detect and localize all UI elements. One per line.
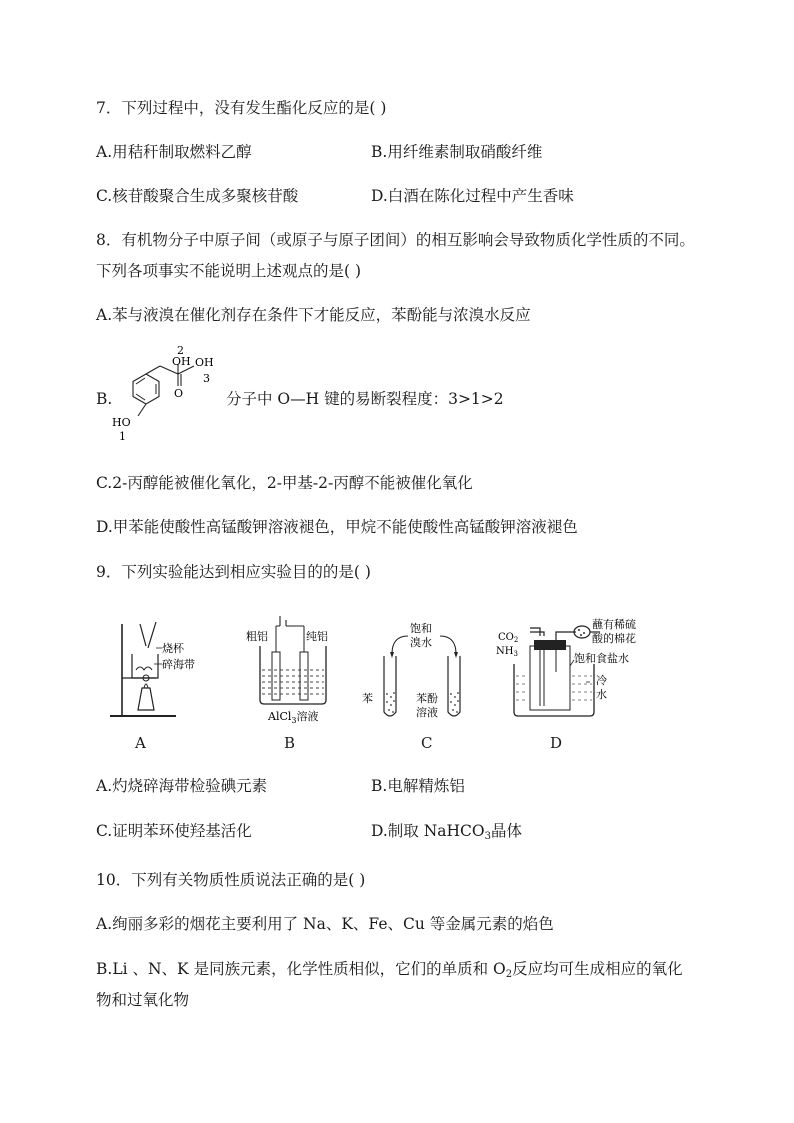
struct-ho: HO [112,416,131,429]
fig-d-co2-label: $CO_2$ [498,632,519,644]
q7-option-a: A.用秸秆制取燃料乙醇 [96,143,252,161]
q9-option-b: B.电解精炼铝 [371,777,465,795]
q8-option-b-text: 分子中 O—H 键的易断裂程度：3>1>2 [226,390,504,408]
q9-figure-d-label: D [550,734,563,752]
q7-stem: 7．下列过程中，没有发生酯化反应的是( ) [96,99,387,117]
q8-option-a: A.苯与液溴在催化剂存在条件下才能反应，苯酚能与浓溴水反应 [96,306,531,324]
struct-n1: 1 [119,430,126,443]
fig-b-solution-label: AlCl$_3$溶液 [268,710,319,724]
struct-n3: 3 [203,372,210,385]
fig-d-cotton-label-2: 酸的棉花 [592,632,636,645]
fig-a-beaker-label: 烧杯 [162,642,184,655]
q10-stem: 10．下列有关物质性质说法正确的是( ) [96,871,366,889]
q9-option-a: A.灼烧碎海带检验碘元素 [96,777,268,795]
fig-d-brine-label: 饱和食盐水 [574,652,629,665]
q9-option-c: C.证明苯环使羟基活化 [96,822,252,840]
q10-option-b-continued: 物和过氧化物 [96,991,190,1009]
q8-stem-line1: 8．有机物分子中原子间（或原子与原子团间）的相互影响会导致物质化学性质的不同。 [96,231,695,249]
q10-option-a: A.绚丽多彩的烟花主要利用了 Na、K、Fe、Cu 等金属元素的焰色 [96,915,554,933]
fig-a-seaweed-label: 碎海带 [162,658,195,671]
q9-figure-a-label: A [135,734,146,752]
q8-option-b-prefix: B. [96,390,113,408]
q8-option-c: C.2-丙醇能被催化氧化，2-甲基-2-丙醇不能被催化氧化 [96,474,473,492]
q9-figure-c-label: C [421,734,433,752]
q9-figure-b [238,612,348,724]
q9-figure-b-label: B [284,734,296,752]
q10-option-b: B.Li 、N、K 是同族元素，化学性质相似，它们的单质和 $O_2$反应均可生成相应的氧化 [96,960,683,980]
fig-c-sat-label-2: 溴水 [410,636,432,649]
fig-c-phenol-label-2: 溶液 [416,706,438,719]
fig-b-pure-label: 纯铝 [306,630,328,643]
fig-c-sat-label-1: 饱和 [410,622,432,635]
fig-d-cold-label-1: 冷 [596,674,607,687]
q7-option-d: D.白酒在陈化过程中产生香味 [371,187,574,205]
struct-o: O [174,387,184,400]
fig-d-nh3-label: $NH_3$ [496,646,518,658]
fig-c-phenol-label-1: 苯酚 [416,692,438,705]
fig-d-cold-label-2: 水 [596,688,607,701]
fig-b-crude-label: 粗铝 [246,630,268,643]
q8-stem-line2: 下列各项事实不能说明上述观点的是( ) [96,262,362,280]
q9-figure-d [494,616,654,722]
fig-c-benzene-label: 苯 [362,692,373,705]
q8-option-d: D.甲苯能使酸性高锰酸钾溶液褪色，甲烷不能使酸性高锰酸钾溶液褪色 [96,518,578,536]
q9-figure-c [356,618,476,724]
struct-n2: 2 [177,344,184,357]
struct-oh-top: OH [172,355,191,368]
struct-oh-right: OH [195,356,214,369]
q9-stem: 9．下列实验能达到相应实验目的的是( ) [96,563,371,581]
q9-figure-a [106,618,196,720]
q7-option-c: C.核苷酸聚合生成多聚核苷酸 [96,187,299,205]
q9-option-d: D.制取 NaHCO$_3$晶体 [371,822,523,842]
q7-option-b: B.用纤维素制取硝酸纤维 [371,143,543,161]
q8-structure-diagram [108,344,228,444]
fig-d-cotton-label-1: 蘸有稀硫 [592,618,636,631]
